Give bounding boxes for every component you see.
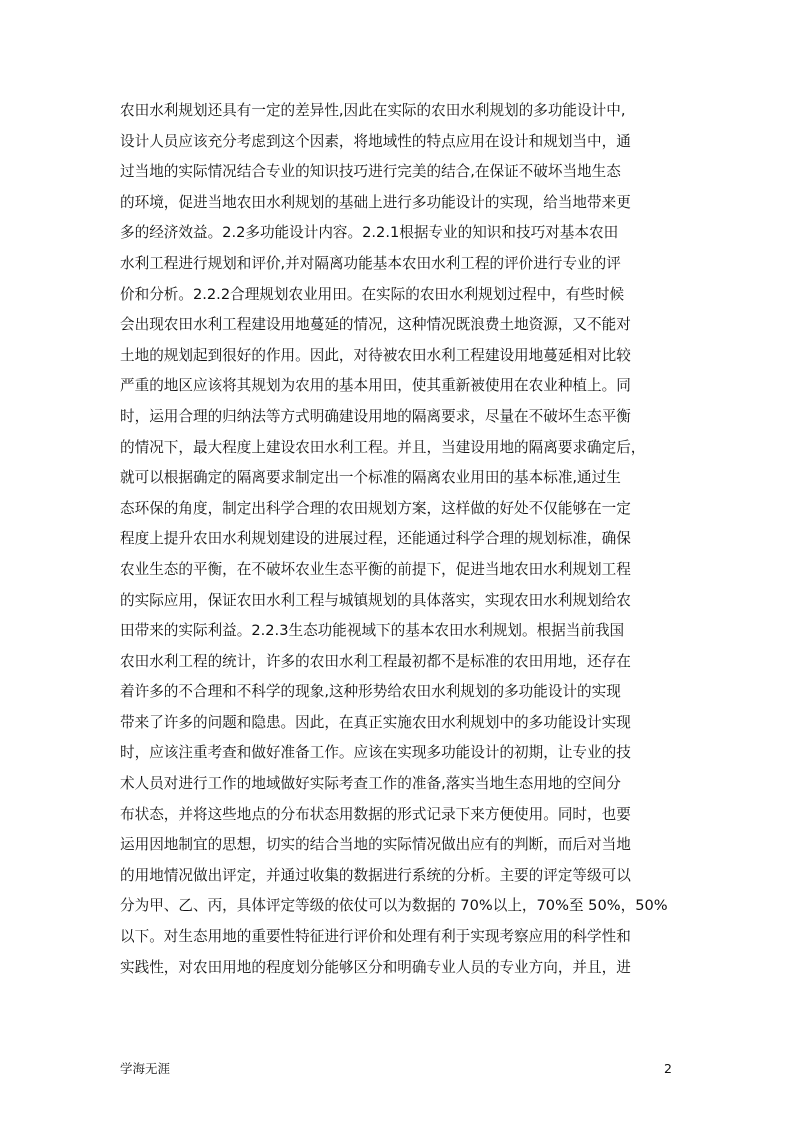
- text-line: 田带来的实际利益。2.2.3生态功能视域下的基本农田水利规划。根据当前我国: [120, 622, 625, 640]
- text-line: 的情况下，最大程度上建设农田水利工程。并且，当建设用地的隔离要求确定后，: [120, 438, 646, 456]
- text-line: 时，应该注重考查和做好准备工作。应该在实现多功能设计的初期，让专业的技: [120, 744, 631, 762]
- page-number: 2: [664, 1061, 672, 1076]
- text-line: 土地的规划起到很好的作用。因此，对待被农田水利工程建设用地蔓延相对比较: [120, 346, 631, 364]
- text-line: 运用因地制宜的思想，切实的结合当地的实际情况做出应有的判断，而后对当地: [120, 836, 631, 854]
- text-line: 的用地情况做出评定，并通过收集的数据进行系统的分析。主要的评定等级可以: [120, 866, 631, 884]
- text-line: 过当地的实际情况结合专业的知识技巧进行完美的结合,在保证不破坏当地生态: [120, 163, 621, 181]
- text-line: 农业生态的平衡，在不破坏农业生态平衡的前提下，促进当地农田水利规划工程: [120, 560, 631, 578]
- text-line: 就可以根据确定的隔离要求制定出一个标准的隔离农业用田的基本标准,通过生: [120, 469, 621, 487]
- text-line: 会出现农田水利工程建设用地蔓延的情况，这种情况既浪费土地资源，又不能对: [120, 316, 631, 334]
- footer-label: 学海无涯: [120, 1061, 171, 1076]
- body-text: [120, 96, 680, 983]
- text-line: 实践性，对农田用地的程度划分能够区分和明确专业人员的专业方向，并且，进: [120, 958, 631, 976]
- text-line: 多的经济效益。2.2多功能设计内容。2.2.1根据专业的知识和技巧对基本农田: [120, 224, 619, 242]
- text-line: 术人员对进行工作的地域做好实际考查工作的准备,落实当地生态用地的空间分: [120, 775, 621, 793]
- text-line: 以下。对生态用地的重要性特征进行评价和处理有利于实现考察应用的科学性和: [120, 928, 631, 946]
- text-line: 农田水利工程的统计，许多的农田水利工程最初都不是标准的农田用地，还存在: [120, 652, 631, 670]
- text-line: 的环境，促进当地农田水利规划的基础上进行多功能设计的实现，给当地带来更: [120, 193, 631, 211]
- text-line: 农田水利规划还具有一定的差异性,因此在实际的农田水利规划的多功能设计中,: [120, 102, 626, 119]
- text-line: 带来了许多的问题和隐患。因此，在真正实施农田水利规划中的多功能设计实现: [120, 713, 631, 731]
- text-line: 布状态，并将这些地点的分布状态用数据的形式记录下来方便使用。同时，也要: [120, 805, 631, 823]
- text-line: 严重的地区应该将其规划为农用的基本用田，使其重新被使用在农业种植上。同: [120, 377, 631, 395]
- text-line: 价和分析。2.2.2合理规划农业用田。在实际的农田水利规划过程中，有些时候: [120, 285, 625, 303]
- text-line: 水利工程进行规划和评价,并对隔离功能基本农田水利工程的评价进行专业的评: [120, 254, 621, 272]
- text-line: 时，运用合理的归纳法等方式明确建设用地的隔离要求，尽量在不破坏生态平衡: [120, 407, 631, 425]
- text-line: 设计人员应该充分考虑到这个因素，将地域性的特点应用在设计和规划当中，通: [120, 132, 631, 150]
- text-line: 程度上提升农田水利规划建设的进展过程，还能通过科学合理的规划标准，确保: [120, 530, 631, 548]
- text-line: 的实际应用，保证农田水利工程与城镇规划的具体落实，实现农田水利规划给农: [120, 591, 631, 609]
- text-line: 着许多的不合理和不科学的现象,这种形势给农田水利规划的多功能设计的实现: [120, 683, 621, 701]
- text-line: 态环保的角度，制定出科学合理的农田规划方案，这样做的好处不仅能够在一定: [120, 499, 631, 517]
- text-line: 分为甲、乙、丙，具体评定等级的依仗可以为数据的 70%以上，70%至 50%，50%: [120, 897, 668, 915]
